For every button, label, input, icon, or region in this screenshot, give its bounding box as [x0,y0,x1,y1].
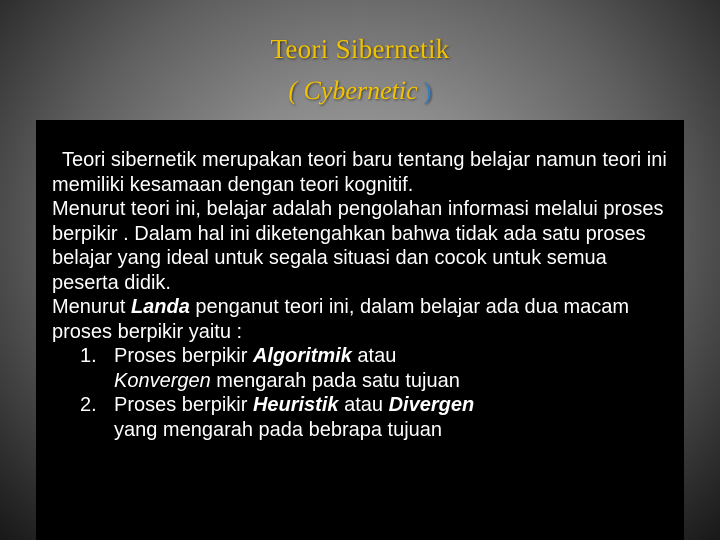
title-close-paren: ) [417,79,432,105]
paragraph-landa [52,295,672,344]
term-algoritmik: Algoritmik [252,345,352,367]
paragraph-definition: Menurut teori ini, belajar adalah pengolahan informasi melalui proses berpikir . Dalam hal ini diketengahkan bahwa tidak ada satu proses belajar yang ideal untuk segala situasi dan cocok untuk semua peserta didik. [52,198,664,294]
list-item-middle: atau [338,394,389,416]
list-item [52,344,672,393]
term-divergen: Divergen [388,394,475,416]
content-body [52,148,672,442]
paragraph-intro: Teori sibernetik merupakan teori baru tentang belajar namun teori ini memiliki kesamaan dengan teori kognitif. [52,149,667,196]
list-item-middle: atau [351,345,397,367]
list-item-number: 1. [80,345,97,367]
term-heuristik: Heuristik [252,394,339,416]
list-item-number: 2. [80,394,97,416]
term-konvergen: Konvergen [114,369,211,392]
landa-name: Landa [130,296,190,318]
slide-title [0,32,720,109]
list-item [52,393,672,442]
title-subtitle-word: Cybernetic [303,76,418,105]
title-subtitle [0,74,720,109]
paragraph-landa-prefix: Menurut [52,296,131,318]
list-item-suffix: mengarah pada satu tujuan [210,369,460,392]
list-item-suffix: yang mengarah pada bebrapa tujuan [114,418,443,441]
title-main: Teori Sibernetik [270,34,450,64]
paragraph-landa-suffix: penganut teori ini, dalam belajar ada dua macam proses berpikir yaitu : [52,296,630,343]
list-item-prefix: Proses berpikir [114,345,253,367]
list-item-prefix: Proses berpikir [114,394,253,416]
thinking-process-list [52,344,672,442]
title-open-paren: ( [288,76,304,105]
